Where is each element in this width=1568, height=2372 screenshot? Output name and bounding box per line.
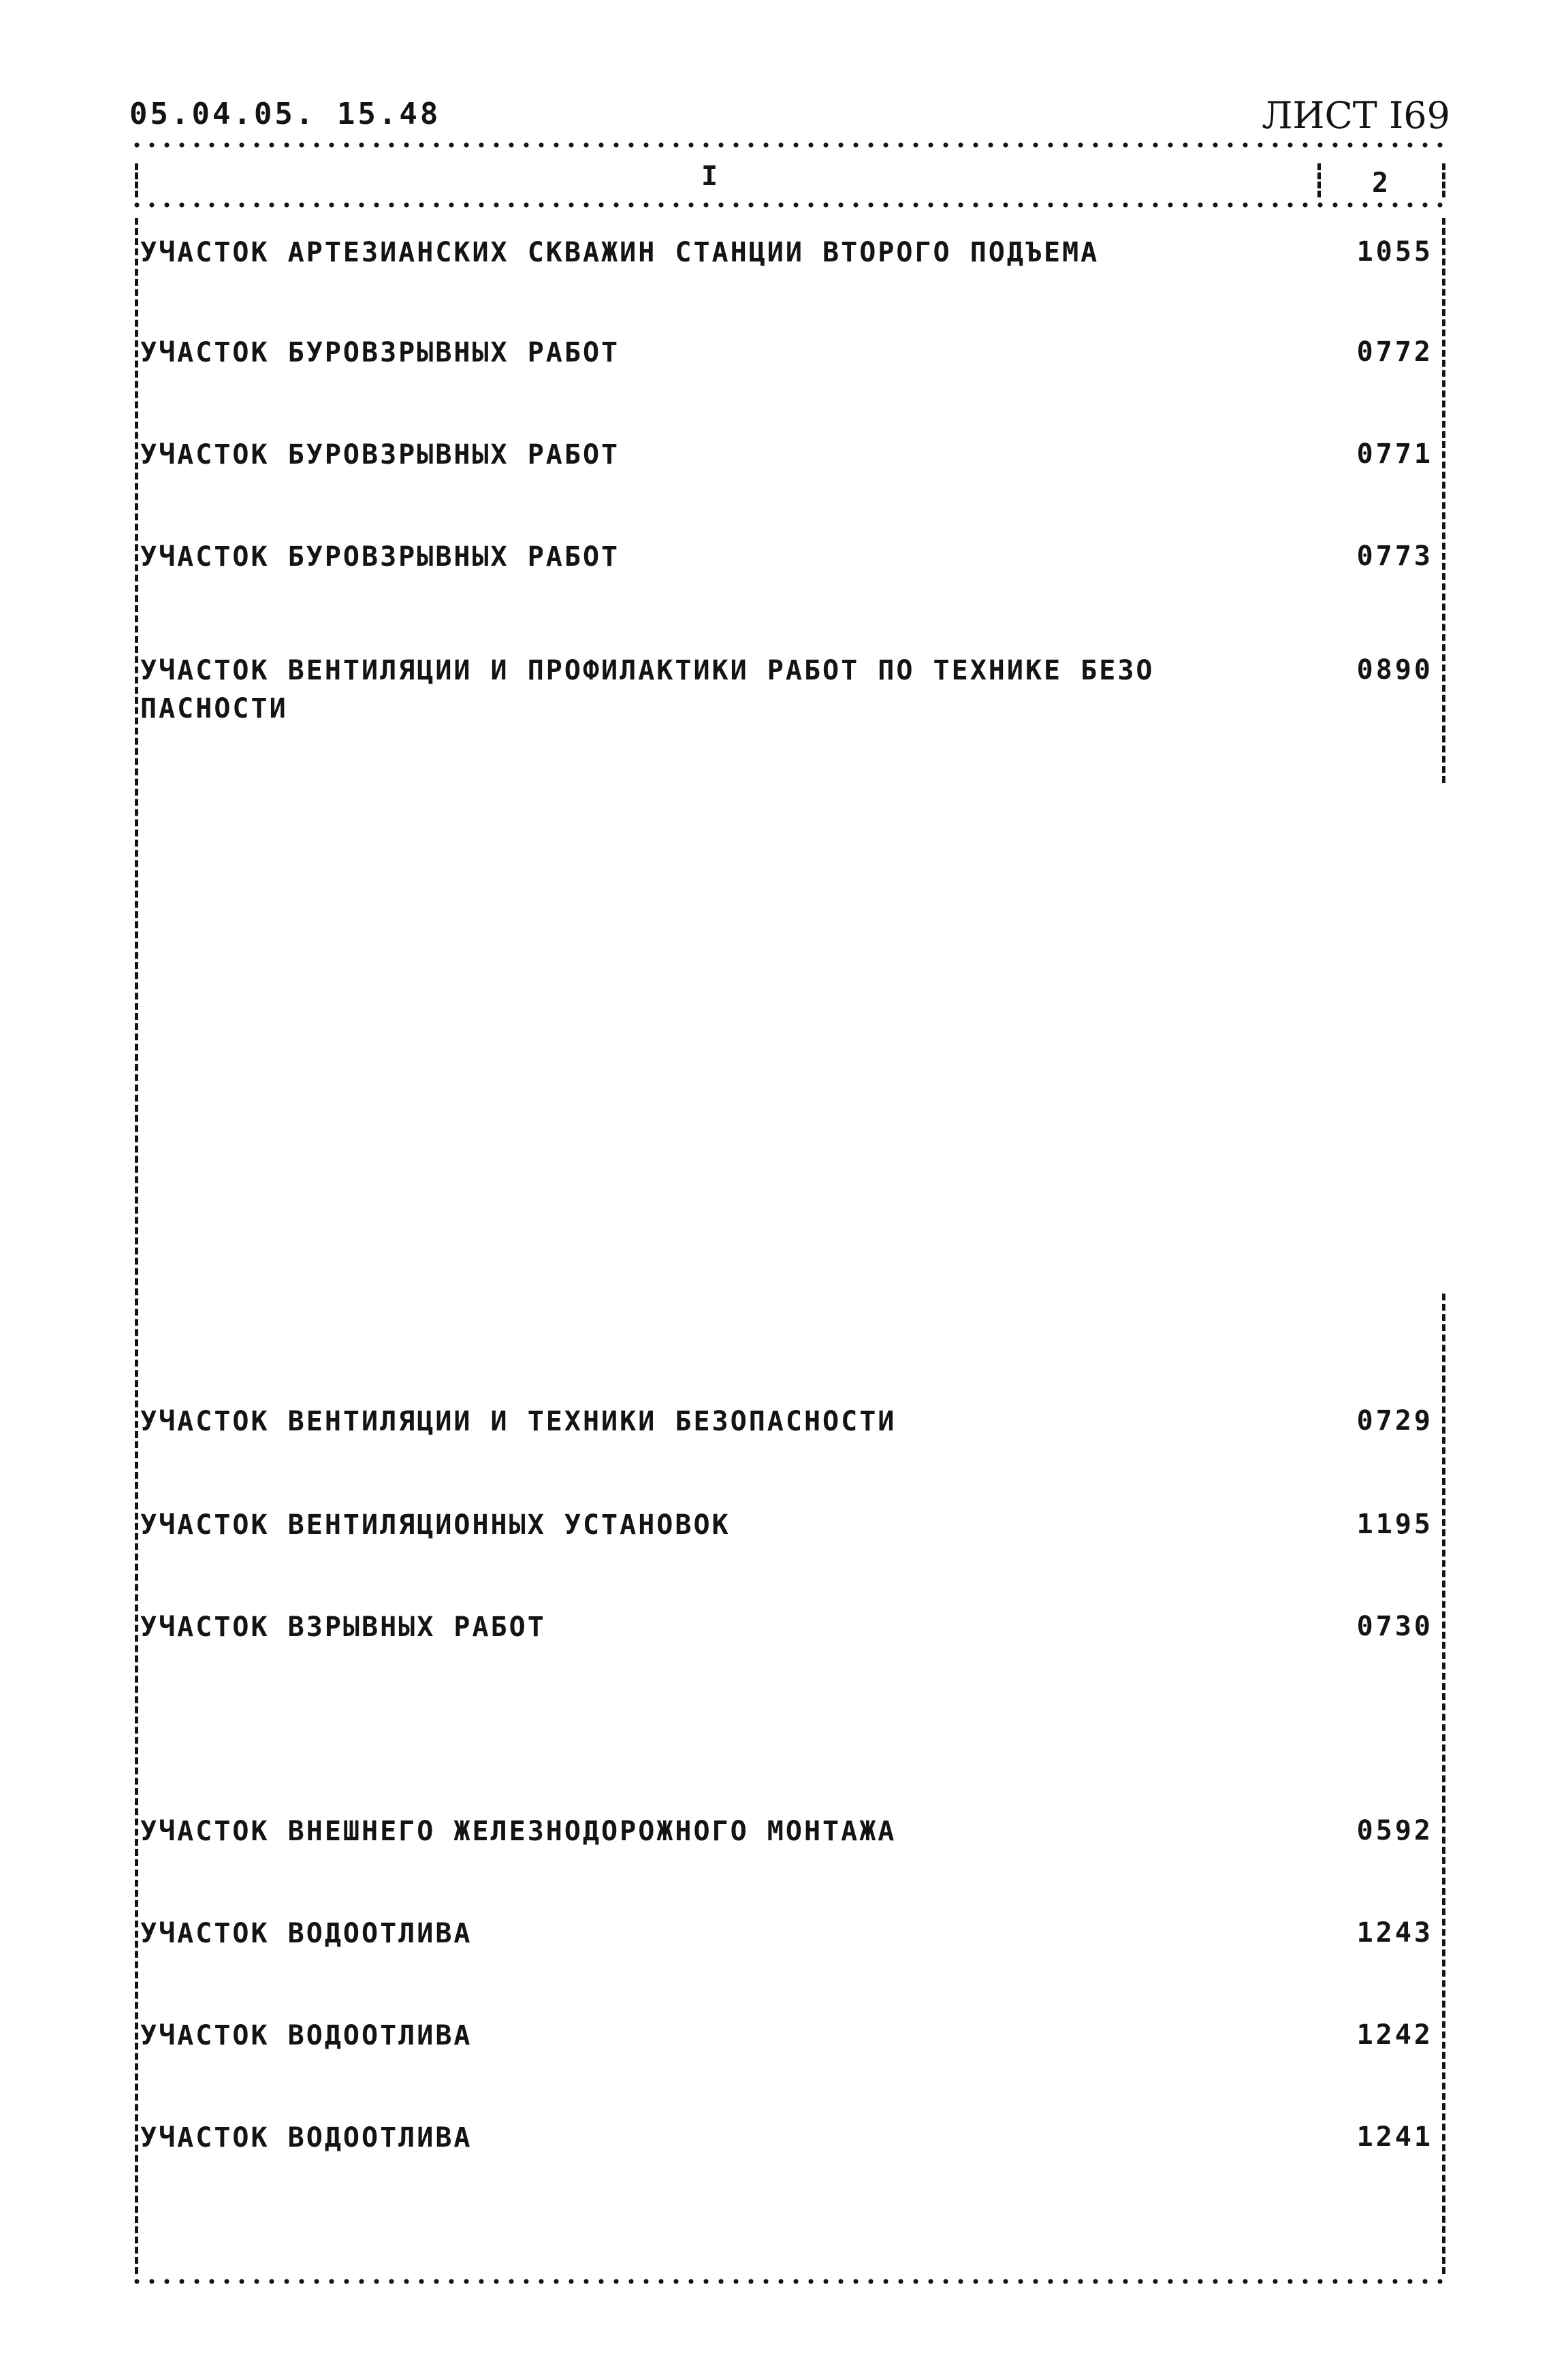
table-row-code: 0592 xyxy=(1356,1815,1433,1846)
table-row-label: УЧАСТОК БУРОВЗРЫВНЫХ РАБОТ xyxy=(140,439,620,470)
table-row-label: УЧАСТОК ВЕНТИЛЯЦИИ И ТЕХНИКИ БЕЗОПАСНОСТИ xyxy=(140,1406,897,1437)
column-2-number: 2 xyxy=(1372,167,1389,199)
table-row-code: 1195 xyxy=(1356,1509,1433,1540)
table-row-code: 0773 xyxy=(1356,541,1433,572)
table-row-code: 0772 xyxy=(1356,336,1433,368)
table-row-code: 0730 xyxy=(1356,1611,1433,1642)
print-timestamp: 05.04.05. 15.48 xyxy=(129,97,441,131)
table-row-code: 1055 xyxy=(1356,236,1433,268)
bottom-asterisk-rule xyxy=(129,2278,1450,2285)
top-asterisk-rule xyxy=(129,142,1450,148)
table-left-border xyxy=(135,218,138,2274)
table-row-code: 0771 xyxy=(1356,438,1433,470)
table-row-label: УЧАСТОК ВЕНТИЛЯЦИОННЫХ УСТАНОВОК xyxy=(140,1509,731,1541)
header-left-border xyxy=(135,163,138,197)
table-right-border-lower xyxy=(1442,1294,1445,2274)
table-row-label: УЧАСТОК ВОДООТЛИВА xyxy=(140,2020,473,2051)
column-1-number: I xyxy=(701,161,718,192)
table-row-code: 0729 xyxy=(1356,1405,1433,1437)
table-right-border-upper xyxy=(1442,218,1445,783)
table-row-label: УЧАСТОК ВНЕШНЕГО ЖЕЛЕЗНОДОРОЖНОГО МОНТАЖА xyxy=(140,1816,897,1847)
table-row-label: УЧАСТОК ВЗРЫВНЫХ РАБОТ xyxy=(140,1612,546,1643)
header-right-border xyxy=(1442,163,1445,197)
table-row-label: УЧАСТОК БУРОВЗРЫВНЫХ РАБОТ xyxy=(140,541,620,573)
header-asterisk-rule xyxy=(129,202,1450,208)
table-row-label: УЧАСТОК АРТЕЗИАНСКИХ СКВАЖИН СТАНЦИИ ВТОРОГО ПОДЪЕМА xyxy=(140,237,1100,268)
header-divider xyxy=(1317,163,1321,197)
table-row-label: УЧАСТОК ВОДООТЛИВА xyxy=(140,1918,473,1949)
table-row-label: УЧАСТОК БУРОВЗРЫВНЫХ РАБОТ xyxy=(140,337,620,368)
table-row-code: 1242 xyxy=(1356,2019,1433,2051)
table-row-code: 1241 xyxy=(1356,2121,1433,2153)
table-row-label: УЧАСТОК ВЕНТИЛЯЦИИ И ПРОФИЛАКТИКИ РАБОТ ПО ТЕХНИКЕ БЕЗО ПАСНОСТИ xyxy=(140,655,1155,724)
table-row-label: УЧАСТОК ВОДООТЛИВА xyxy=(140,2122,473,2153)
table-row-code: 1243 xyxy=(1356,1917,1433,1949)
sheet-number: ЛИСТ I69 xyxy=(1262,94,1450,137)
table-row-code: 0890 xyxy=(1356,654,1433,686)
